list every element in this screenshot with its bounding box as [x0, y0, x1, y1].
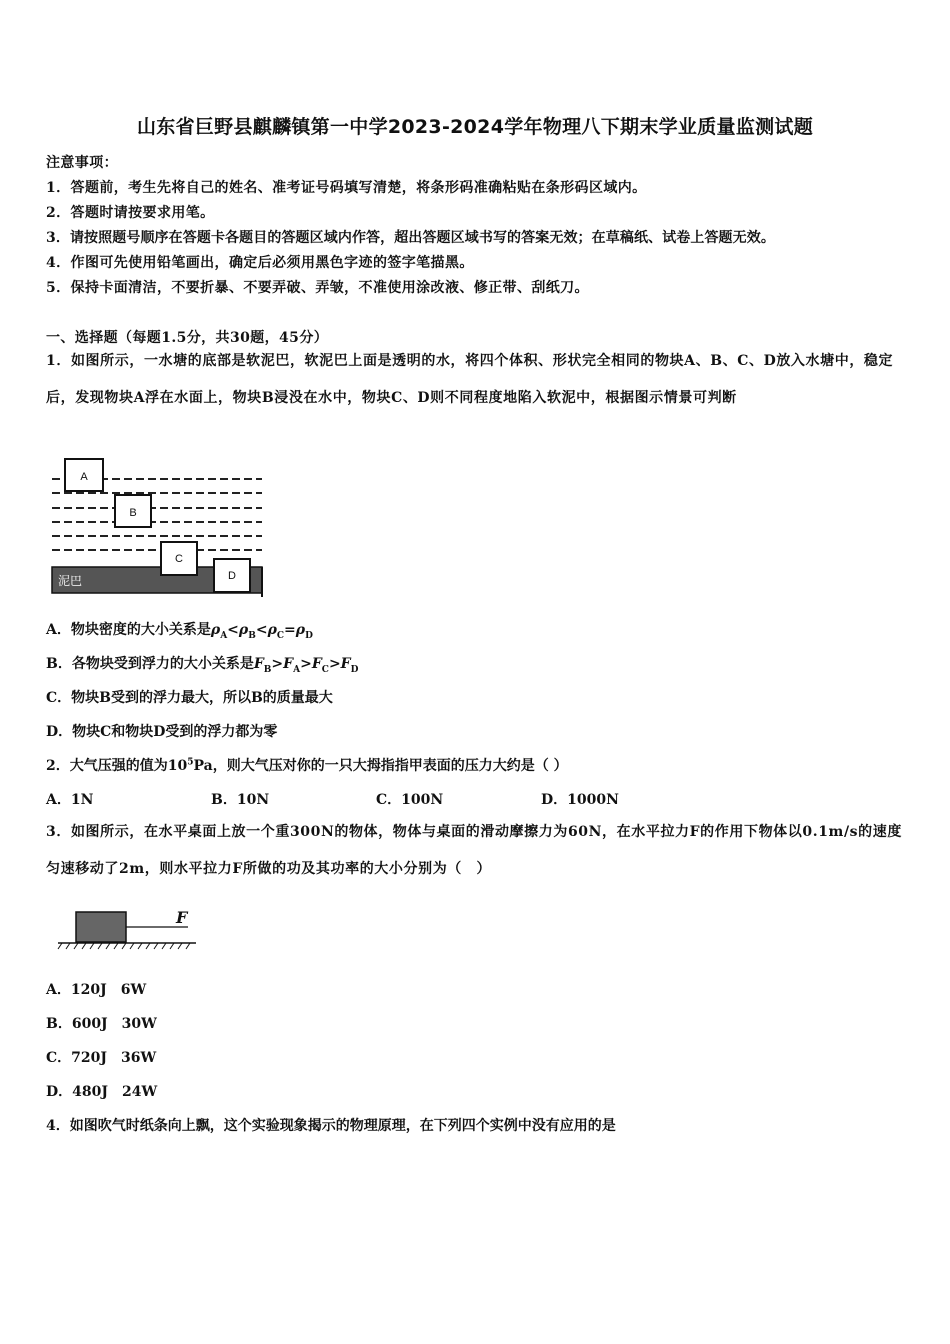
- notice-item: 1．答题前，考生先将自己的姓名、准考证号码填写清楚，将条形码准确粘贴在条形码区域内。: [46, 180, 647, 196]
- q2-option-a: A．1N: [46, 792, 94, 808]
- q3-option-a: A．120J 6W: [46, 982, 147, 998]
- q1-option-a: A．物块密度的大小关系是$\rho_A<\rho_B<\rho_C=\rho_D$: [46, 622, 313, 641]
- q3-option-b: B．600J 30W: [46, 1016, 157, 1032]
- question-3-stem: 3．如图所示，在水平桌面上放一个重300N的物体，物体与桌面的滑动摩擦力为60N，在水平拉力F的作用下物体以0.1m/s的速度匀速移动了2m，则水平拉力F所做的功及其功率的大小分别为（ ）: [46, 824, 902, 877]
- q3-option-d: D．480J 24W: [46, 1084, 158, 1100]
- notice-item: 3．请按照题号顺序在答题卡各题目的答题区域内作答，超出答题区域书写的答案无效；在草稿纸、试卷上答题无效。: [46, 230, 775, 246]
- block-b-label: B: [129, 507, 137, 519]
- q1-option-c: C．物块B受到的浮力最大，所以B的质量最大: [46, 690, 333, 706]
- block-a-label: A: [80, 471, 88, 483]
- q1-option-d: D．物块C和物块D受到的浮力都为零: [46, 724, 278, 740]
- q2-option-d: D．1000N: [541, 792, 619, 808]
- q1-pond-figure: [48, 455, 266, 601]
- block-d-label: D: [228, 570, 236, 582]
- question-4-stem: 4．如图吹气时纸条向上飘，这个实验现象揭示的物理原理，在下列四个实例中没有应用的是: [46, 1118, 616, 1134]
- q2-option-b: B．10N: [211, 792, 270, 808]
- notice-item: 2．答题时请按要求用笔。: [46, 205, 215, 221]
- force-label: F: [176, 908, 188, 927]
- notice-heading: 注意事项：: [46, 155, 118, 171]
- q3-block-figure: [56, 908, 198, 952]
- question-2-stem: 2．大气压强的值为$10^5Pa$，则大气压对你的一只大拇指指甲表面的压力大约是（ ）: [46, 757, 568, 774]
- q1-option-b: B．各物块受到浮力的大小关系是$F_B>F_A>F_C>F_D$: [46, 656, 359, 675]
- question-1-stem: 1．如图所示，一水塘的底部是软泥巴，软泥巴上面是透明的水，将四个体积、形状完全相同的物块A、B、C、D放入水塘中，稳定后，发现物块A浮在水面上，物块B浸没在水中，物块C、D则不同程度地陷入软泥中，根据图示情景可判断: [46, 353, 894, 406]
- notice-item: 5．保持卡面清洁，不要折暴、不要弄破、弄皱，不准使用涂改液、修正带、刮纸刀。: [46, 280, 589, 296]
- section-heading: 一、选择题（每题1.5分，共30题，45分）: [46, 330, 329, 346]
- block-c-label: C: [175, 553, 183, 565]
- q3-option-c: C．720J 36W: [46, 1050, 157, 1066]
- notice-item: 4．作图可先使用铅笔画出，确定后必须用黑色字迹的签字笔描黑。: [46, 255, 474, 271]
- mud-label: 泥巴: [58, 574, 83, 588]
- page-title: 山东省巨野县麒麟镇第一中学2023-2024学年物理八下期末学业质量监测试题: [136, 116, 814, 138]
- q2-option-c: C．100N: [376, 792, 444, 808]
